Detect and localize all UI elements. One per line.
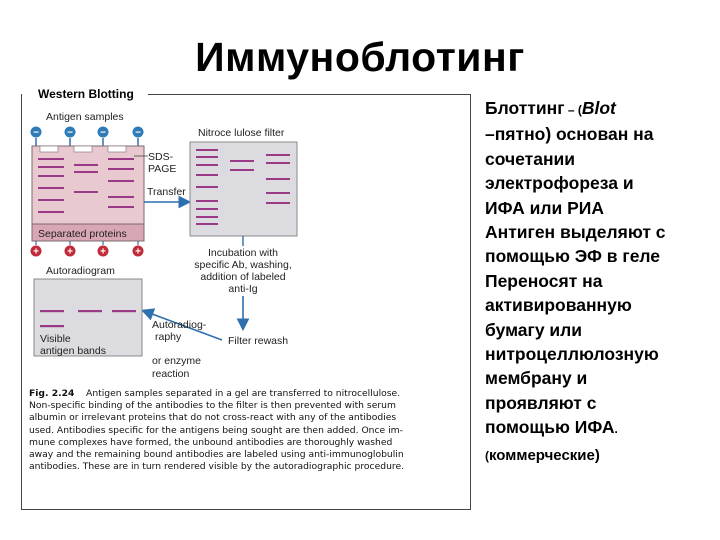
sample-arrows	[36, 138, 138, 146]
description-line: ИФА или РИА	[485, 197, 604, 218]
description-line: помощью ЭФ в геле	[485, 246, 661, 267]
caption-line: Non-specific binding of the antibodies to the filter is then prevented with serum	[29, 400, 396, 412]
plus-sign: +	[135, 246, 141, 258]
figure-header-rule	[148, 94, 471, 95]
antigen-samples-label: Antigen samples	[46, 111, 124, 123]
blotting-term: Блоттинг	[485, 98, 565, 118]
minus-sign: −	[33, 127, 39, 139]
description-line: помощью ИФА	[485, 417, 615, 438]
filter-rewash-label: Filter rewash	[228, 335, 289, 347]
autoradiography-line-1: Autoradiog-	[152, 319, 207, 331]
description-line: электрофореза и	[485, 173, 634, 194]
minus-sign: −	[135, 127, 141, 139]
caption-line: Antigen samples separated in a gel are transferred to nitrocellulose.	[86, 388, 401, 399]
autoradiogram-label: Autoradiogram	[46, 265, 115, 277]
description-line: Антиген выделяют с	[485, 222, 666, 243]
description-line: сочетании	[485, 148, 576, 169]
sds-label: SDS-	[148, 151, 174, 163]
blot-word: Blot	[581, 98, 616, 118]
anode-connectors	[36, 241, 138, 245]
incubation-line-3: addition of labeled	[200, 271, 286, 283]
open-paren: (	[485, 448, 489, 463]
commercial-note: коммерческие)	[489, 446, 600, 464]
slide-title: Иммуноблотинг	[195, 34, 525, 80]
nitrocellulose-label: Nitroce lulose filter	[198, 127, 285, 139]
description-line: нитроцеллюлозную	[485, 344, 659, 365]
western-blot-diagram	[22, 96, 468, 386]
incubation-line-2: specific Ab, washing,	[194, 259, 292, 271]
minus-sign: −	[100, 127, 106, 139]
description-line: –пятно) основан на	[485, 124, 654, 145]
cathode-row	[31, 127, 144, 139]
incubation-line-1: Incubation with	[207, 247, 279, 259]
minus-sign: −	[67, 127, 73, 139]
figure-caption	[29, 388, 465, 473]
description-line: активированную	[485, 295, 632, 316]
description-line: проявляют с	[485, 392, 597, 413]
caption-line: mune complexes have formed, the unbound antibodies are thoroughly washed	[29, 436, 393, 448]
caption-line: used. Antibodies specific for the antigens being sought are then added. Once im-	[29, 424, 403, 436]
caption-line: albumin or irrelevant proteins that do not cross-react with any of the antibodies	[29, 412, 397, 424]
caption-line: away and the remaining bound antibodies are labeled using anti-immunoglobulin	[29, 449, 404, 461]
plus-sign: +	[33, 246, 39, 258]
visible-line-2: antigen bands	[40, 345, 106, 357]
description-text	[485, 96, 717, 468]
enzyme-line-2: reaction	[152, 368, 190, 380]
incubation-line-4: anti-Ig	[228, 283, 258, 295]
separated-proteins-label: Separated proteins	[38, 228, 127, 240]
visible-line-1: Visible	[40, 333, 71, 345]
plus-sign: +	[67, 246, 73, 258]
figure-header: Western Blotting	[34, 87, 138, 101]
description-line: Переносят на	[485, 270, 603, 291]
plus-sign: +	[100, 246, 106, 258]
enzyme-line-1: or enzyme	[152, 355, 202, 367]
gel-wells	[40, 146, 126, 152]
caption-line: antibodies. These are in turn rendered visible by the autoradiographic procedure.	[29, 461, 405, 473]
period: .	[614, 422, 618, 437]
autoradiography-line-2: raphy	[155, 331, 182, 343]
transfer-label: Transfer	[147, 186, 186, 198]
description-line: бумагу или	[485, 319, 583, 340]
description-line: мембрану и	[485, 368, 588, 389]
dash-paren: – (	[564, 103, 582, 117]
anode-row	[31, 246, 144, 258]
figure-number: Fig. 2.24	[29, 388, 75, 399]
page-label: PAGE	[148, 163, 177, 175]
